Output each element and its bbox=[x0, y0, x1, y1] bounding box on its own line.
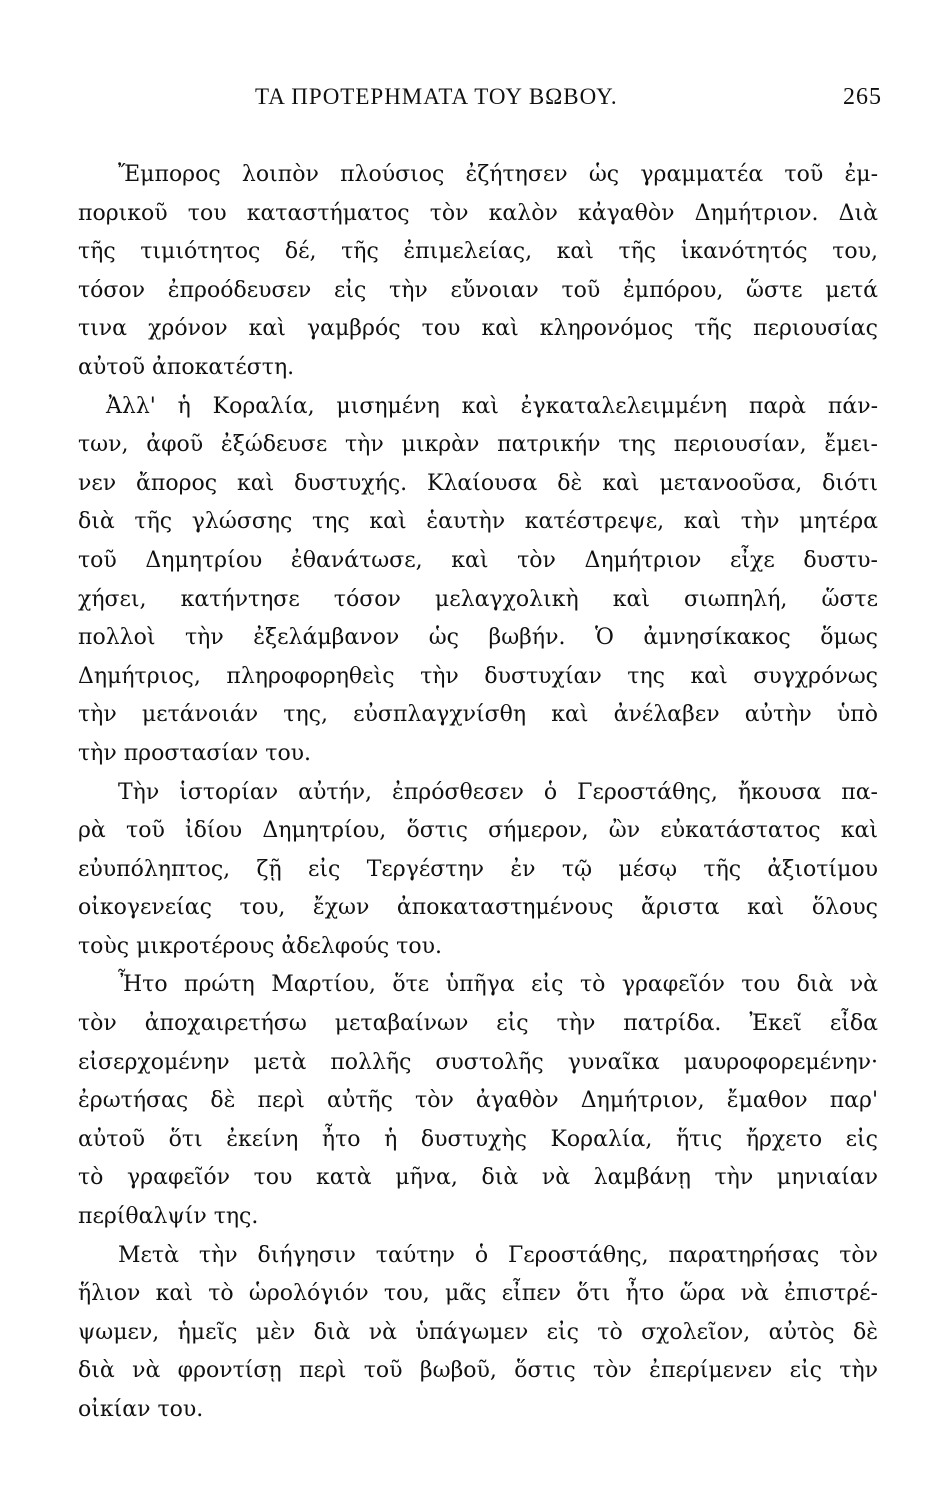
paragraph bbox=[78, 966, 878, 1236]
text-line: οἰκίαν του. bbox=[78, 1397, 204, 1422]
text-line: τοὺς μικροτέρους ἀδελφούς του. bbox=[78, 933, 442, 959]
text-line: τὸν ἀποχαιρετήσω μεταβαίνων εἰς τὴν πατρίδα. Ἐκεῖ εἶδα bbox=[78, 1011, 878, 1037]
text-line: τινα χρόνον καὶ γαμβρός του καὶ κληρονόμος τῆς περιουσίας bbox=[78, 316, 878, 342]
text-line: των, ἀφοῦ ἐξώδευσε τὴν μικρὰν πατρικήν της περιουσίαν, ἔμει- bbox=[78, 432, 878, 458]
text-line: τὸ γραφεῖόν του κατὰ μῆνα, διὰ νὰ λαμβάνῃ τὴν μηνιαίαν bbox=[78, 1165, 878, 1191]
text-line: Δημήτριος, πληροφορηθεὶς τὴν δυστυχίαν της καὶ συγχρόνως bbox=[78, 663, 878, 689]
text-line: Ἦτο πρώτη Μαρτίου, ὅτε ὑπῆγα εἰς τὸ γραφεῖόν του διὰ νὰ bbox=[118, 972, 878, 998]
text-line: ρὰ τοῦ ἰδίου Δημητρίου, ὅστις σήμερον, ὢν εὐκατάστατος καὶ bbox=[78, 818, 878, 844]
text-line: πορικοῦ του καταστήματος τὸν καλὸν κἀγαθὸν Δημήτριον. Διὰ bbox=[78, 200, 878, 226]
paragraph bbox=[78, 774, 878, 967]
paragraph bbox=[78, 388, 878, 774]
text-line: οἰκογενείας του, ἔχων ἀποκαταστημένους ἄριστα καὶ ὅλους bbox=[78, 895, 878, 921]
text-line: αὐτοῦ ἀποκατέστη. bbox=[78, 354, 295, 380]
text-line: τοῦ Δημητρίου ἐθανάτωσε, καὶ τὸν Δημήτριον εἶχε δυστυ- bbox=[78, 547, 878, 573]
text-line: εἰσερχομένην μετὰ πολλῆς συστολῆς γυναῖκα μαυροφορεμένην· bbox=[78, 1049, 878, 1075]
text-line: τόσον ἐπροόδευσεν εἰς τὴν εὔνοιαν τοῦ ἐμπόρου, ὥστε μετά bbox=[78, 277, 878, 303]
text-line: πολλοὶ τὴν ἐξελάμβανον ὡς βωβήν. Ὁ ἀμνησίκακος ὅμως bbox=[78, 625, 878, 651]
body-text bbox=[78, 156, 878, 1430]
text-line: Ἔμπορος λοιπὸν πλούσιος ἐζήτησεν ὡς γραμματέα τοῦ ἐμ- bbox=[118, 162, 878, 187]
text-line: διὰ νὰ φροντίσῃ περὶ τοῦ βωβοῦ, ὅστις τὸν ἐπερίμενεν εἰς τὴν bbox=[78, 1358, 878, 1384]
text-line: τὴν μετάνοιάν της, εὐσπλαγχνίσθη καὶ ἀνέλαβεν αὐτὴν ὑπὸ bbox=[78, 702, 878, 728]
text-line: περίθαλψίν της. bbox=[78, 1204, 259, 1230]
text-line: ἐρωτήσας δὲ περὶ αὐτῆς τὸν ἀγαθὸν Δημήτριον, ἔμαθον παρ' bbox=[78, 1088, 878, 1114]
text-line: Ἀλλ' ἡ Κοραλία, μισημένη καὶ ἐγκαταλελειμμένη παρὰ πάν- bbox=[106, 393, 878, 419]
text-line: Τὴν ἱστορίαν αὐτήν, ἐπρόσθεσεν ὁ Γεροστάθης, ἤκουσα πα- bbox=[118, 779, 878, 805]
text-line: Μετὰ τὴν διήγησιν ταύτην ὁ Γεροστάθης, παρατηρήσας τὸν bbox=[118, 1242, 878, 1268]
text-line: ἥλιον καὶ τὸ ὡρολόγιόν του, μᾶς εἶπεν ὅτι ἦτο ὥρα νὰ ἐπιστρέ- bbox=[78, 1281, 878, 1307]
running-header bbox=[60, 84, 882, 120]
text-line: νεν ἄπορος καὶ δυστυχής. Κλαίουσα δὲ καὶ μετανοοῦσα, διότι bbox=[78, 470, 878, 496]
text-line: διὰ τῆς γλώσσης της καὶ ἑαυτὴν κατέστρεψε, καὶ τὴν μητέρα bbox=[78, 509, 878, 535]
text-line: εὐυπόληπτος, ζῇ εἰς Τεργέστην ἐν τῷ μέσῳ τῆς ἀξιοτίμου bbox=[78, 856, 878, 882]
text-line: τῆς τιμιότητος δέ, τῆς ἐπιμελείας, καὶ τῆς ἱκανότητός του, bbox=[78, 239, 878, 265]
paragraph bbox=[78, 1237, 878, 1430]
running-title: ΤΑ ΠΡΟΤΕΡΗΜΑΤΑ ΤΟΥ ΒΩΒΟΥ. bbox=[255, 84, 618, 109]
text-line: χήσει, κατήντησε τόσον μελαγχολικὴ καὶ σιωπηλή, ὥστε bbox=[78, 586, 878, 612]
text-line: αὐτοῦ ὅτι ἐκείνη ἦτο ἡ δυστυχὴς Κοραλία, ἥτις ἤρχετο εἰς bbox=[78, 1126, 878, 1152]
page-number: 265 bbox=[843, 84, 882, 110]
text-line: τὴν προστασίαν του. bbox=[78, 740, 312, 766]
text-line: ψωμεν, ἡμεῖς μὲν διὰ νὰ ὑπάγωμεν εἰς τὸ σχολεῖον, αὐτὸς δὲ bbox=[78, 1319, 878, 1345]
paragraph bbox=[78, 156, 878, 388]
